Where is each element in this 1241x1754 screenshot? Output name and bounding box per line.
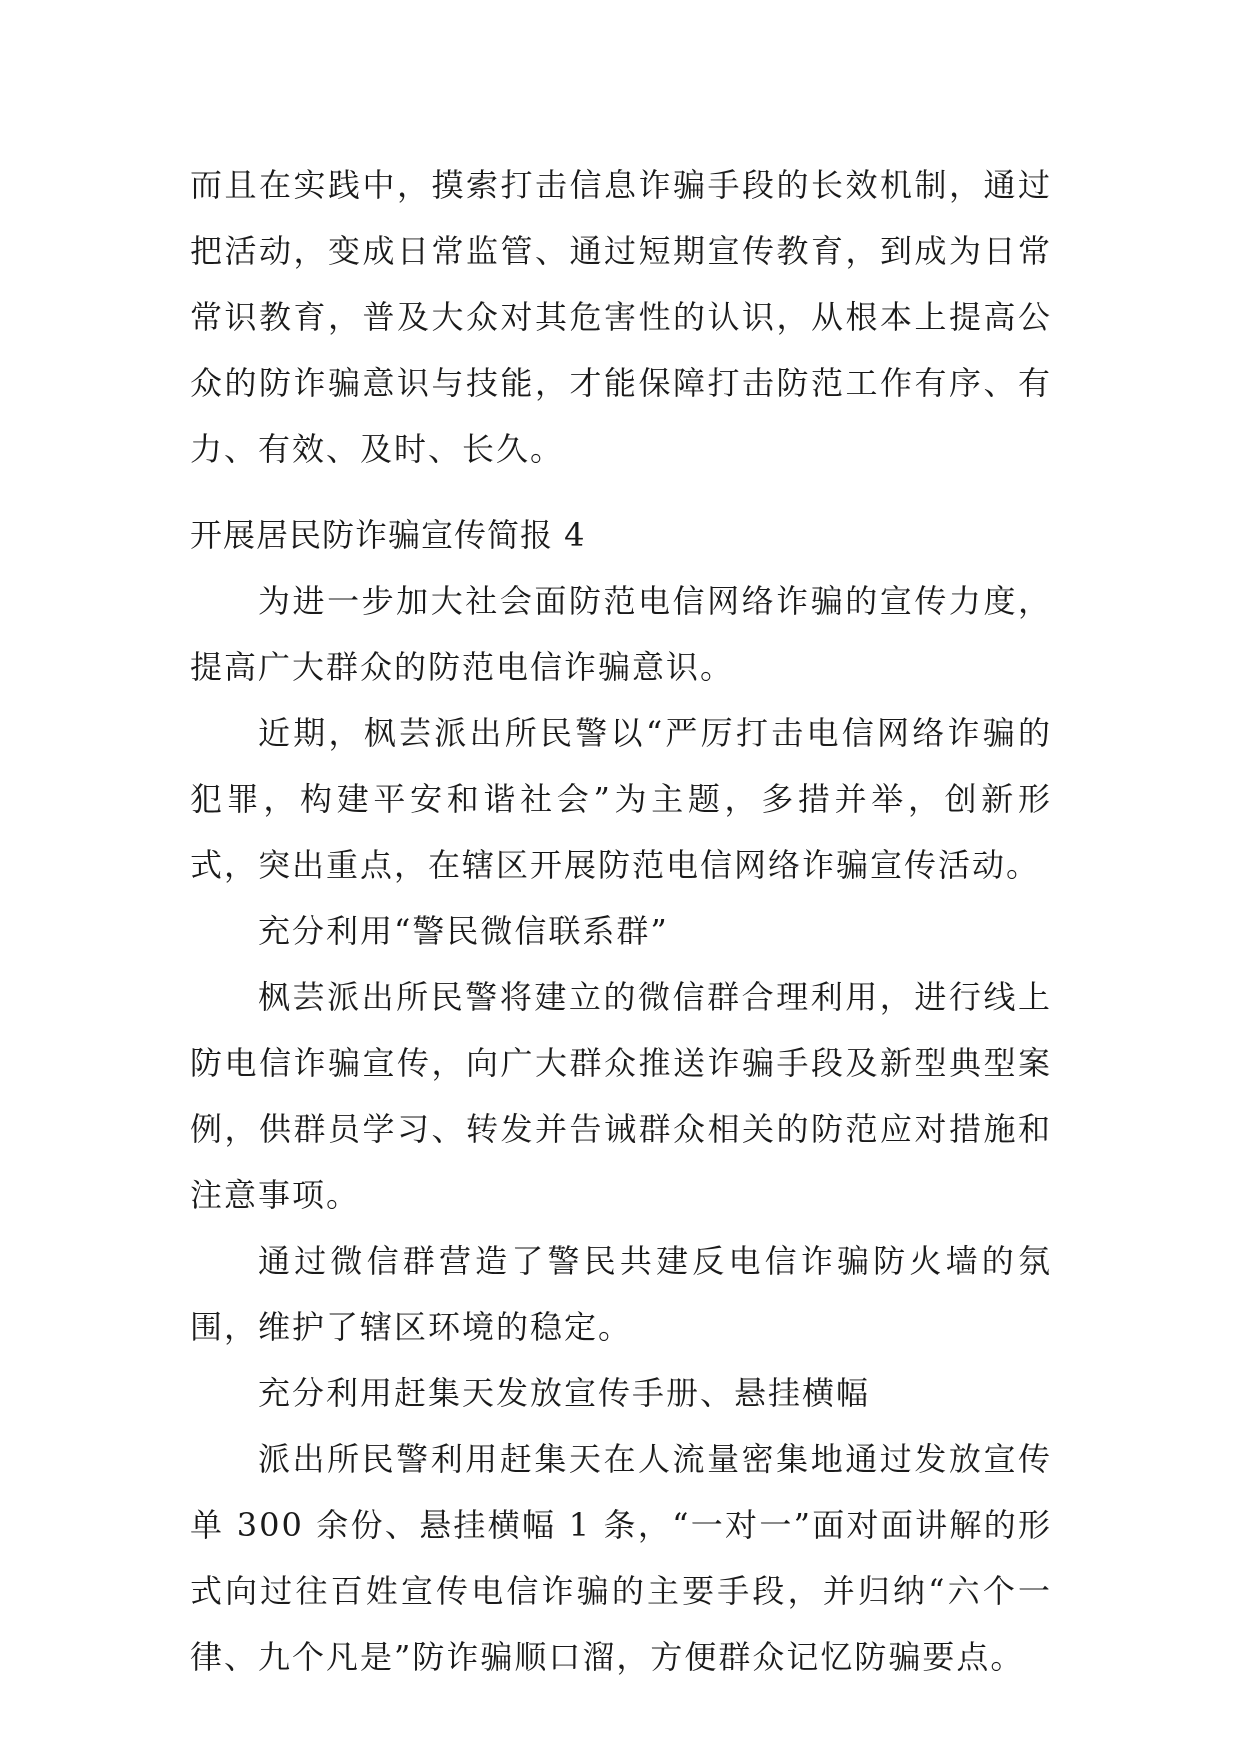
paragraph-3: 枫芸派出所民警将建立的微信群合理利用，进行线上防电信诈骗宣传，向广大群众推送诈骗手段及新型典型案例，供群员学习、转发并告诫群众相关的防范应对措施和注意事项。 <box>190 978 1052 1214</box>
paragraph-1: 为进一步加大社会面防范电信网络诈骗的宣传力度，提高广大群众的防范电信诈骗意识。 <box>190 582 1052 686</box>
paragraph-2: 近期，枫芸派出所民警以“严厉打击电信网络诈骗的犯罪，构建平安和谐社会”为主题，多措并举，创新形式，突出重点，在辖区开展防范电信网络诈骗宣传活动。 <box>190 714 1052 884</box>
subheading-market-day: 充分利用赶集天发放宣传手册、悬挂横幅 <box>258 1374 871 1412</box>
subheading-wechat: 充分利用“警民微信联系群” <box>258 912 669 950</box>
intro-paragraph: 而且在实践中，摸索打击信息诈骗手段的长效机制，通过把活动，变成日常监管、通过短期宣传教育，到成为日常常识教育，普及大众对其危害性的认识，从根本上提高公众的防诈骗意识与技能，才能保障打击防范工作有序、有力、有效、及时、长久。 <box>190 166 1052 468</box>
section-title: 开展居民防诈骗宣传简报 4 <box>190 516 586 554</box>
paragraph-5: 派出所民警利用赶集天在人流量密集地通过发放宣传单 300 余份、悬挂横幅 1 条，“一对一”面对面讲解的形式向过往百姓宣传电信诈骗的主要手段，并归纳“六个一律、九个凡是”防诈骗顺口溜，方便群众记忆防骗要点。 <box>190 1440 1052 1676</box>
paragraph-4: 通过微信群营造了警民共建反电信诈骗防火墙的氛围，维护了辖区环境的稳定。 <box>190 1242 1052 1346</box>
